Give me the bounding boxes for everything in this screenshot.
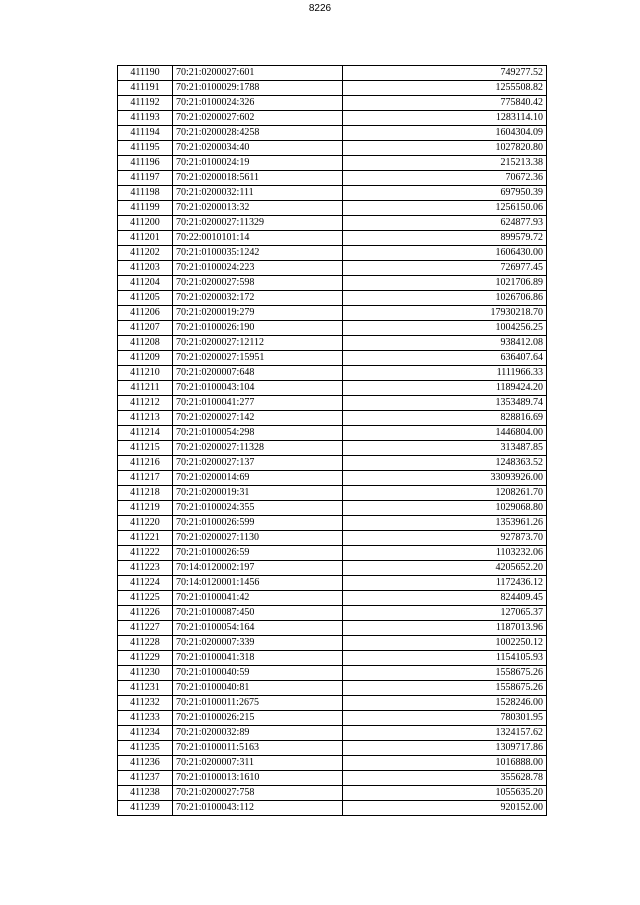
row-number-cell: 411193 xyxy=(118,111,173,126)
table-row xyxy=(118,411,547,426)
table-row xyxy=(118,636,547,651)
table-row xyxy=(118,471,547,486)
row-number-cell: 411209 xyxy=(118,351,173,366)
value-cell: 17930218.70 xyxy=(343,306,547,321)
cadastral-number-cell: 70:21:0200027:11329 xyxy=(173,216,343,231)
value-cell: 624877.93 xyxy=(343,216,547,231)
cadastral-number-cell: 70:21:0100024:355 xyxy=(173,501,343,516)
table-row xyxy=(118,576,547,591)
cadastral-number-cell: 70:21:0100026:215 xyxy=(173,711,343,726)
row-number-cell: 411205 xyxy=(118,291,173,306)
table-row xyxy=(118,501,547,516)
row-number-cell: 411191 xyxy=(118,81,173,96)
table-row xyxy=(118,651,547,666)
table-row xyxy=(118,516,547,531)
row-number-cell: 411207 xyxy=(118,321,173,336)
cadastral-number-cell: 70:21:0200027:15951 xyxy=(173,351,343,366)
table-row xyxy=(118,126,547,141)
cadastral-number-cell: 70:21:0200018:5611 xyxy=(173,171,343,186)
cadastral-number-cell: 70:22:0010101:14 xyxy=(173,231,343,246)
cadastral-number-cell: 70:21:0100087:450 xyxy=(173,606,343,621)
cadastral-number-cell: 70:21:0100054:298 xyxy=(173,426,343,441)
table-row xyxy=(118,381,547,396)
value-cell: 70672.36 xyxy=(343,171,547,186)
cadastral-value-table xyxy=(117,65,547,816)
table-row xyxy=(118,741,547,756)
value-cell: 1353961.26 xyxy=(343,516,547,531)
cadastral-number-cell: 70:21:0100029:1788 xyxy=(173,81,343,96)
value-cell: 1353489.74 xyxy=(343,396,547,411)
table-row xyxy=(118,666,547,681)
row-number-cell: 411234 xyxy=(118,726,173,741)
cadastral-number-cell: 70:21:0100011:5163 xyxy=(173,741,343,756)
value-cell: 927873.70 xyxy=(343,531,547,546)
table-row xyxy=(118,426,547,441)
row-number-cell: 411192 xyxy=(118,96,173,111)
table-row xyxy=(118,81,547,96)
row-number-cell: 411236 xyxy=(118,756,173,771)
value-cell: 1004256.25 xyxy=(343,321,547,336)
value-cell: 1324157.62 xyxy=(343,726,547,741)
value-cell: 920152.00 xyxy=(343,801,547,816)
page-number: 8226 xyxy=(308,3,332,14)
cadastral-number-cell: 70:21:0200032:172 xyxy=(173,291,343,306)
cadastral-number-cell: 70:21:0200027:142 xyxy=(173,411,343,426)
cadastral-number-cell: 70:21:0100035:1242 xyxy=(173,246,343,261)
value-cell: 1016888.00 xyxy=(343,756,547,771)
cadastral-number-cell: 70:21:0100026:59 xyxy=(173,546,343,561)
row-number-cell: 411201 xyxy=(118,231,173,246)
value-cell: 1283114.10 xyxy=(343,111,547,126)
value-cell: 697950.39 xyxy=(343,186,547,201)
value-cell: 1187013.96 xyxy=(343,621,547,636)
table-row xyxy=(118,771,547,786)
table-row xyxy=(118,276,547,291)
value-cell: 1029068.80 xyxy=(343,501,547,516)
cadastral-number-cell: 70:21:0200032:89 xyxy=(173,726,343,741)
table-row xyxy=(118,156,547,171)
table-row xyxy=(118,621,547,636)
table-row xyxy=(118,216,547,231)
table-row xyxy=(118,336,547,351)
table-row xyxy=(118,561,547,576)
row-number-cell: 411233 xyxy=(118,711,173,726)
value-cell: 1255508.82 xyxy=(343,81,547,96)
cadastral-number-cell: 70:21:0100013:1610 xyxy=(173,771,343,786)
table-row xyxy=(118,456,547,471)
cadastral-number-cell: 70:21:0200027:12112 xyxy=(173,336,343,351)
table-row xyxy=(118,606,547,621)
row-number-cell: 411237 xyxy=(118,771,173,786)
row-number-cell: 411216 xyxy=(118,456,173,471)
table-row xyxy=(118,756,547,771)
cadastral-number-cell: 70:21:0200019:279 xyxy=(173,306,343,321)
row-number-cell: 411219 xyxy=(118,501,173,516)
row-number-cell: 411202 xyxy=(118,246,173,261)
row-number-cell: 411211 xyxy=(118,381,173,396)
table-row xyxy=(118,696,547,711)
value-cell: 1002250.12 xyxy=(343,636,547,651)
table-row xyxy=(118,591,547,606)
table-row xyxy=(118,531,547,546)
row-number-cell: 411196 xyxy=(118,156,173,171)
cadastral-number-cell: 70:21:0100040:59 xyxy=(173,666,343,681)
row-number-cell: 411223 xyxy=(118,561,173,576)
value-cell: 355628.78 xyxy=(343,771,547,786)
row-number-cell: 411195 xyxy=(118,141,173,156)
row-number-cell: 411217 xyxy=(118,471,173,486)
cadastral-number-cell: 70:21:0200027:137 xyxy=(173,456,343,471)
table-row xyxy=(118,396,547,411)
value-cell: 215213.38 xyxy=(343,156,547,171)
table-row xyxy=(118,141,547,156)
value-cell: 1154105.93 xyxy=(343,651,547,666)
cadastral-number-cell: 70:21:0200027:601 xyxy=(173,66,343,81)
value-cell: 899579.72 xyxy=(343,231,547,246)
row-number-cell: 411198 xyxy=(118,186,173,201)
row-number-cell: 411210 xyxy=(118,366,173,381)
row-number-cell: 411199 xyxy=(118,201,173,216)
cadastral-number-cell: 70:21:0100040:81 xyxy=(173,681,343,696)
cadastral-number-cell: 70:21:0200007:648 xyxy=(173,366,343,381)
value-cell: 1111966.33 xyxy=(343,366,547,381)
value-cell: 1027820.80 xyxy=(343,141,547,156)
value-cell: 780301.95 xyxy=(343,711,547,726)
row-number-cell: 411190 xyxy=(118,66,173,81)
value-cell: 1309717.86 xyxy=(343,741,547,756)
row-number-cell: 411214 xyxy=(118,426,173,441)
table-row xyxy=(118,321,547,336)
row-number-cell: 411215 xyxy=(118,441,173,456)
table-row xyxy=(118,681,547,696)
value-cell: 1606430.00 xyxy=(343,246,547,261)
table-row xyxy=(118,111,547,126)
value-cell: 1446804.00 xyxy=(343,426,547,441)
value-cell: 938412.08 xyxy=(343,336,547,351)
table-row xyxy=(118,486,547,501)
row-number-cell: 411200 xyxy=(118,216,173,231)
cadastral-number-cell: 70:21:0100043:112 xyxy=(173,801,343,816)
value-cell: 636407.64 xyxy=(343,351,547,366)
cadastral-number-cell: 70:21:0200028:4258 xyxy=(173,126,343,141)
value-cell: 1604304.09 xyxy=(343,126,547,141)
cadastral-number-cell: 70:21:0100043:104 xyxy=(173,381,343,396)
cadastral-number-cell: 70:21:0100024:19 xyxy=(173,156,343,171)
row-number-cell: 411203 xyxy=(118,261,173,276)
value-cell: 1208261.70 xyxy=(343,486,547,501)
row-number-cell: 411220 xyxy=(118,516,173,531)
row-number-cell: 411208 xyxy=(118,336,173,351)
table-row xyxy=(118,66,547,81)
table-row xyxy=(118,546,547,561)
row-number-cell: 411194 xyxy=(118,126,173,141)
cadastral-number-cell: 70:21:0200027:1130 xyxy=(173,531,343,546)
value-cell: 313487.85 xyxy=(343,441,547,456)
value-cell: 1172436.12 xyxy=(343,576,547,591)
table-row xyxy=(118,231,547,246)
value-cell: 1189424.20 xyxy=(343,381,547,396)
value-cell: 1026706.86 xyxy=(343,291,547,306)
cadastral-number-cell: 70:21:0100041:42 xyxy=(173,591,343,606)
value-cell: 4205652.20 xyxy=(343,561,547,576)
cadastral-number-cell: 70:21:0200007:311 xyxy=(173,756,343,771)
value-cell: 1248363.52 xyxy=(343,456,547,471)
value-cell: 775840.42 xyxy=(343,96,547,111)
value-cell: 1558675.26 xyxy=(343,666,547,681)
row-number-cell: 411239 xyxy=(118,801,173,816)
value-cell: 726977.45 xyxy=(343,261,547,276)
table-row xyxy=(118,441,547,456)
row-number-cell: 411212 xyxy=(118,396,173,411)
row-number-cell: 411213 xyxy=(118,411,173,426)
cadastral-number-cell: 70:21:0200027:602 xyxy=(173,111,343,126)
row-number-cell: 411221 xyxy=(118,531,173,546)
value-cell: 824409.45 xyxy=(343,591,547,606)
value-cell: 828816.69 xyxy=(343,411,547,426)
table-row xyxy=(118,96,547,111)
row-number-cell: 411235 xyxy=(118,741,173,756)
cadastral-number-cell: 70:21:0200034:40 xyxy=(173,141,343,156)
table-row xyxy=(118,366,547,381)
cadastral-number-cell: 70:21:0100026:190 xyxy=(173,321,343,336)
value-cell: 1021706.89 xyxy=(343,276,547,291)
table-row xyxy=(118,711,547,726)
cadastral-number-cell: 70:21:0100011:2675 xyxy=(173,696,343,711)
cadastral-number-cell: 70:21:0200014:69 xyxy=(173,471,343,486)
row-number-cell: 411229 xyxy=(118,651,173,666)
row-number-cell: 411206 xyxy=(118,306,173,321)
table-row xyxy=(118,186,547,201)
value-cell: 1055635.20 xyxy=(343,786,547,801)
table-row xyxy=(118,171,547,186)
value-cell: 127065.37 xyxy=(343,606,547,621)
table-row xyxy=(118,786,547,801)
cadastral-number-cell: 70:21:0100024:223 xyxy=(173,261,343,276)
value-cell: 1103232.06 xyxy=(343,546,547,561)
row-number-cell: 411227 xyxy=(118,621,173,636)
cadastral-number-cell: 70:21:0100054:164 xyxy=(173,621,343,636)
row-number-cell: 411224 xyxy=(118,576,173,591)
cadastral-number-cell: 70:21:0100041:277 xyxy=(173,396,343,411)
value-cell: 1528246.00 xyxy=(343,696,547,711)
row-number-cell: 411218 xyxy=(118,486,173,501)
row-number-cell: 411232 xyxy=(118,696,173,711)
value-cell: 1558675.26 xyxy=(343,681,547,696)
value-cell: 33093926.00 xyxy=(343,471,547,486)
table-row xyxy=(118,726,547,741)
cadastral-number-cell: 70:21:0100041:318 xyxy=(173,651,343,666)
cadastral-number-cell: 70:21:0200027:11328 xyxy=(173,441,343,456)
value-cell: 749277.52 xyxy=(343,66,547,81)
table-row xyxy=(118,201,547,216)
cadastral-number-cell: 70:21:0100026:599 xyxy=(173,516,343,531)
table-row xyxy=(118,246,547,261)
table-row xyxy=(118,261,547,276)
table-row xyxy=(118,291,547,306)
table-row xyxy=(118,801,547,816)
cadastral-number-cell: 70:21:0200013:32 xyxy=(173,201,343,216)
table-row xyxy=(118,306,547,321)
cadastral-number-cell: 70:21:0100024:326 xyxy=(173,96,343,111)
row-number-cell: 411231 xyxy=(118,681,173,696)
cadastral-number-cell: 70:21:0200032:111 xyxy=(173,186,343,201)
table-body xyxy=(118,66,547,816)
row-number-cell: 411204 xyxy=(118,276,173,291)
row-number-cell: 411228 xyxy=(118,636,173,651)
row-number-cell: 411222 xyxy=(118,546,173,561)
cadastral-number-cell: 70:21:0200007:339 xyxy=(173,636,343,651)
row-number-cell: 411226 xyxy=(118,606,173,621)
row-number-cell: 411238 xyxy=(118,786,173,801)
cadastral-number-cell: 70:14:0120002:197 xyxy=(173,561,343,576)
cadastral-number-cell: 70:14:0120001:1456 xyxy=(173,576,343,591)
value-cell: 1256150.06 xyxy=(343,201,547,216)
cadastral-number-cell: 70:21:0200027:758 xyxy=(173,786,343,801)
row-number-cell: 411197 xyxy=(118,171,173,186)
cadastral-number-cell: 70:21:0200027:598 xyxy=(173,276,343,291)
cadastral-number-cell: 70:21:0200019:31 xyxy=(173,486,343,501)
row-number-cell: 411225 xyxy=(118,591,173,606)
row-number-cell: 411230 xyxy=(118,666,173,681)
table-row xyxy=(118,351,547,366)
